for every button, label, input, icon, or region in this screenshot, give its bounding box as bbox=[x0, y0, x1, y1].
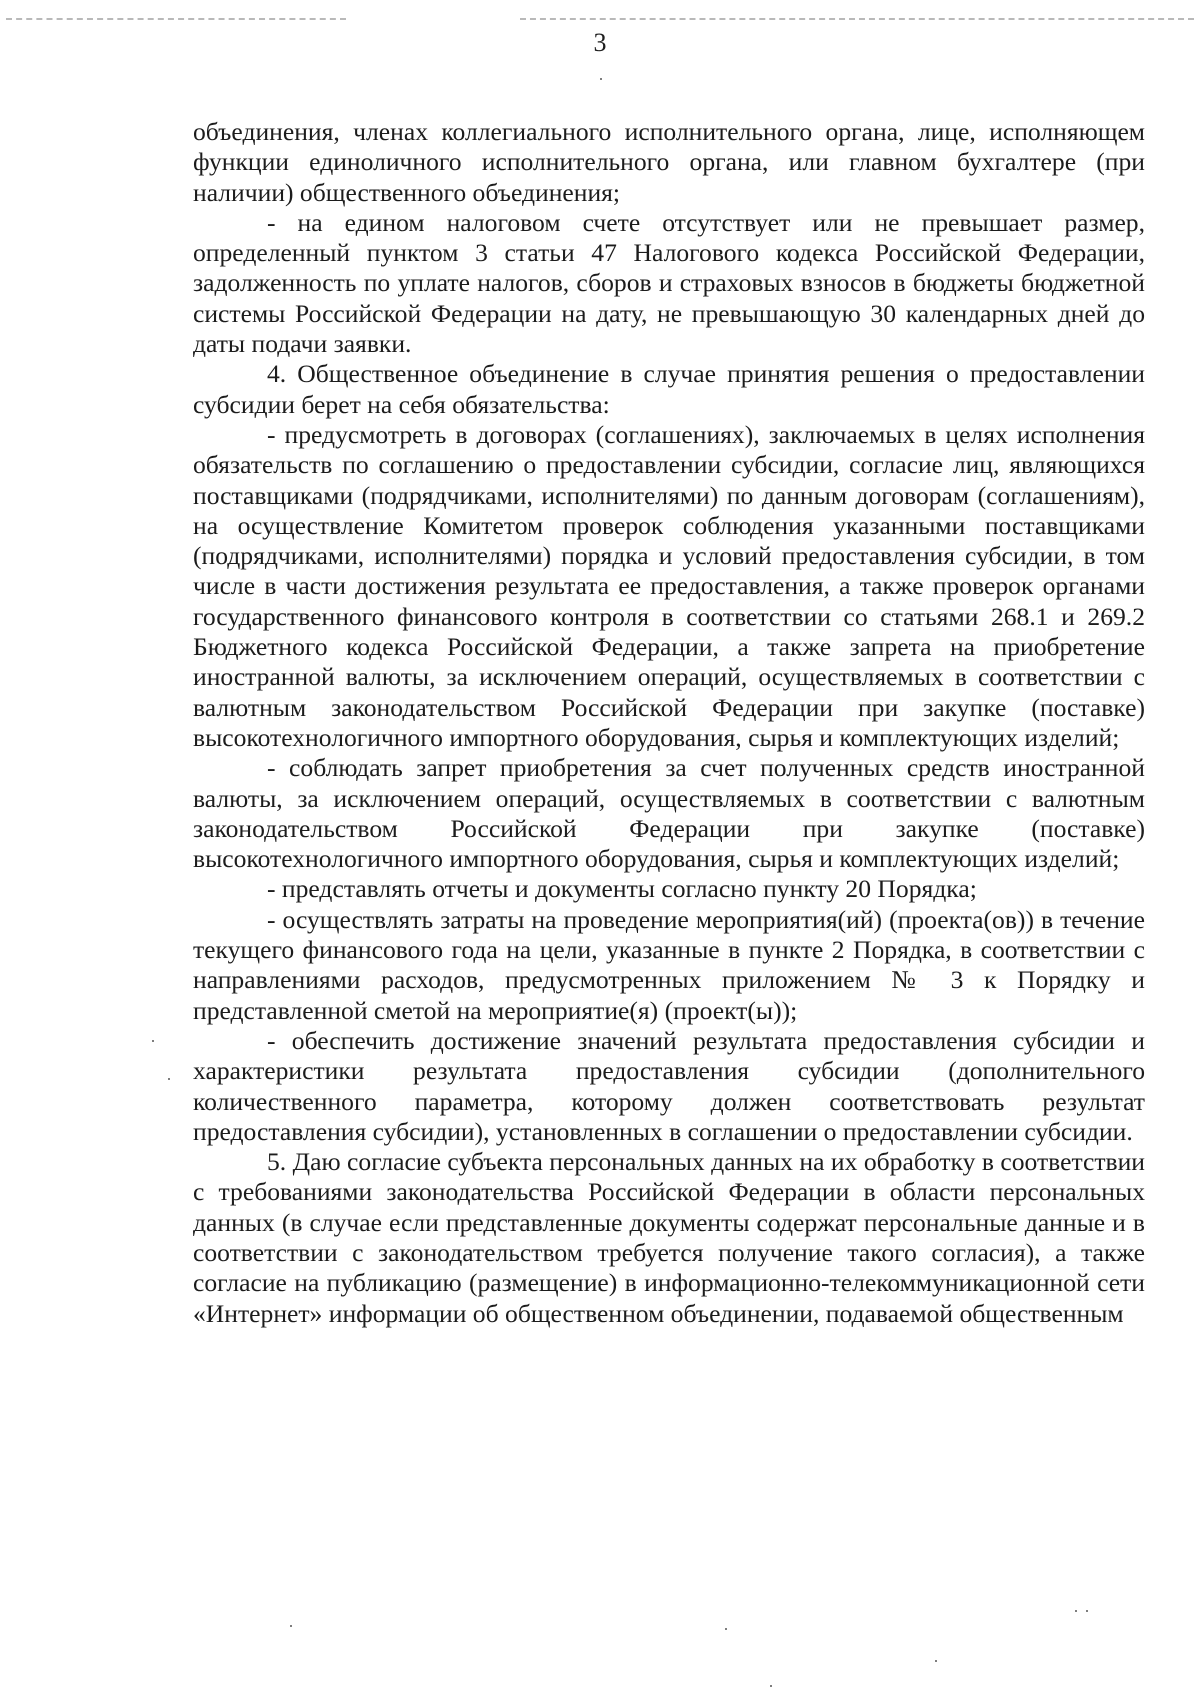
paragraph: - на едином налоговом счете отсутствует или не превышает размер, определенный пунктом 3 статьи 47 Налогового кодекса Российской Федерации, задолженность по уплате налогов, сборов и страховых взносов в бюджеты бюджетной системы Российской Федерации на дату, не превышающую 30 календарных дней до даты подачи заявки. bbox=[193, 207, 1145, 359]
page-number: 3 bbox=[593, 28, 607, 57]
scan-speck bbox=[600, 78, 602, 80]
document-body bbox=[193, 117, 1145, 1329]
paragraph: - представлять отчеты и документы согласно пункту 20 Порядка; bbox=[267, 874, 977, 904]
scan-speck bbox=[168, 1078, 170, 1080]
paragraph: 4. Общественное объединение в случае принятия решения о предоставлении субсидии берет на себя обязательства: bbox=[193, 359, 1145, 419]
paragraph: - предусмотреть в договорах (соглашениях), заключаемых в целях исполнения обязательств по соглашению о предоставлении субсидии, согласие лиц, являющихся поставщиками (подрядчиками, исполнителями) по данным договорам (соглашениям), на осуществление Комитетом проверок соблюдения указанными поставщиками (подрядчиками, исполнителями) порядка и условий предоставления субсидии, в том числе в части достижения результата ее предоставления, а также проверок органами государственного финансового контроля в соответствии со статьями 268.1 и 269.2 Бюджетного кодекса Российской Федерации, а также запрета на приобретение иностранной валюты, за исключением операций, осуществляемых в соответствии с валютным законодательством Российской Федерации при закупке (поставке) высокотехнологичного импортного оборудования, сырья и комплектующих изделий; bbox=[193, 419, 1145, 752]
scan-artifact-top-right bbox=[520, 18, 1194, 20]
paragraph: объединения, членах коллегиального исполнительного органа, лице, исполняющем функции единоличного исполнительного органа, или главном бухгалтере (при наличии) общественного объединения; bbox=[193, 117, 1145, 207]
scan-speck bbox=[1075, 1610, 1077, 1612]
scan-speck bbox=[725, 1628, 727, 1630]
scan-speck bbox=[152, 1040, 154, 1042]
scan-speck bbox=[290, 1625, 292, 1627]
scan-artifact-top-left bbox=[6, 18, 346, 20]
paragraph: 5. Даю согласие субъекта персональных данных на их обработку в соответствии с требованиями законодательства Российской Федерации в области персональных данных (в случае если представленные документы содержат персональные данные и в соответствии с законодательством требуется получение такого согласия), а также согласие на публикацию (размещение) в информационно-телекоммуникационной сети «Интернет» информации об общественном объединении, подаваемой общественным bbox=[193, 1147, 1145, 1328]
scan-speck bbox=[770, 1685, 772, 1687]
scan-speck bbox=[935, 1660, 937, 1662]
paragraph: - соблюдать запрет приобретения за счет полученных средств иностранной валюты, за исключением операций, осуществляемых в соответствии с валютным законодательством Российской Федерации при закупке (поставке) высокотехнологичного импортного оборудования, сырья и комплектующих изделий; bbox=[193, 753, 1145, 874]
paragraph: - обеспечить достижение значений результата предоставления субсидии и характеристики результата предоставления субсидии (дополнительного количественного параметра, которому должен соответствовать результат предоставления субсидии), установленных в соглашении о предоставлении субсидии. bbox=[193, 1025, 1145, 1146]
scan-speck bbox=[1086, 1610, 1088, 1612]
paragraph: - осуществлять затраты на проведение мероприятия(ий) (проекта(ов)) в течение текущего финансового года на цели, указанные в пункте 2 Порядка, в соответствии с направлениями расходов, предусмотренных приложением № 3 к Порядку и представленной сметой на мероприятие(я) (проект(ы)); bbox=[193, 904, 1145, 1025]
